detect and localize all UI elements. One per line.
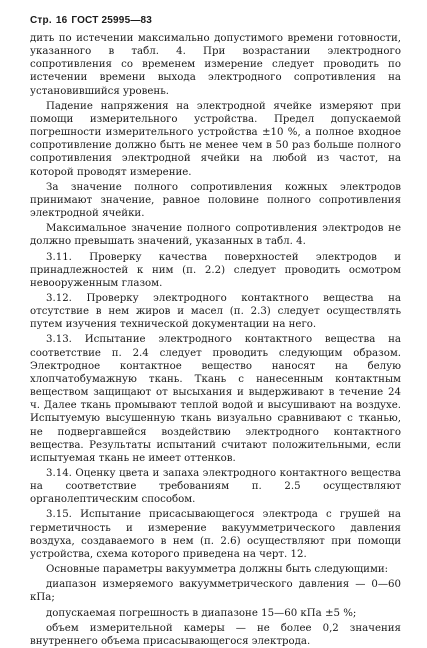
paragraph-tolerance: допускаемая погрешность в диапазоне 15—60 кПа ±5 %; xyxy=(46,607,357,619)
page-number: 16 xyxy=(55,15,68,26)
paragraph-3-13: 3.13. Испытание электродного контактного вещества на соответствие п. 2.4 следует проводить следующим образом. Электродное контактное вещество наносят на белую хлопчатобумажную ткань. Ткань с нанесенным контактным веществом защищают от высыхания и выдерживают в течение 24 ч. Далее ткань промывают теплой водой и высушивают на воздухе. Испытуемую высушенную ткань визуально сравнивают с тканью, не подвергавшейся воздействию электродного контактного вещества. Результаты испытаний считают положительными, если испытуемая ткань не имеет оттенков. xyxy=(30,334,401,464)
page-label: Стр. xyxy=(30,15,52,26)
paragraph-vacuum-params: Основные параметры вакуумметра должны быть следующими: xyxy=(46,564,389,576)
paragraph-pressure-range: диапазон измеряемого вакуумметрического давления — 0—60 кПа; xyxy=(30,579,401,604)
paragraph-continuation: дить по истечении максимально допустимого времени готовности, указанного в табл. 4. При возрастании электродного сопротивления со временем измерение следует проводить по истечении времени выхода электродного сопротивления на установившийся уровень. xyxy=(30,33,401,97)
running-head xyxy=(30,14,401,28)
paragraph-3-14: 3.14. Оценку цвета и запаха электродного контактного вещества на соответствие требованиям п. 2.5 осуществляют органолептическим способом. xyxy=(30,468,401,506)
standard-designation: ГОСТ 25995—83 xyxy=(71,15,153,26)
paragraph-impedance-value: За значение полного сопротивления кожных электродов принимают значение, равное половине полного сопротивления электродной ячейки. xyxy=(30,181,401,220)
paragraph-chamber-volume: объем измерительной камеры — не более 0,2 значения внутреннего объема присасывающегося электрода. xyxy=(30,622,401,647)
paragraph-3-11: 3.11. Проверку качества поверхностей электродов и принадлежностей к ним (п. 2.2) следует проводить осмотром невооруженным глазом. xyxy=(30,251,401,289)
paragraph-3-15: 3.15. Испытание присасывающегося электрода с грушей на герметичность и измерение вакуумметрического давления воздуха, создаваемого в нем (п. 2.6) осуществляют при помощи устройства, схема которого приведена на черт. 12. xyxy=(30,509,401,560)
paragraph-3-12: 3.12. Проверку электродного контактного вещества на отсутствие в нем жиров и масел (п. 2.3) следует осуществлять путем изучения технической документации на него. xyxy=(30,292,401,331)
paragraph-voltage-drop: Падение напряжения на электродной ячейке измеряют при помощи измерительного устройства. Предел допускаемой погрешности измерительного устройства ±10 %, а полное входное сопротивление должно быть не менее чем в 50 раз больше полного сопротивления электродной ячейки на любой из частот, на которой проводят измерение. xyxy=(30,100,401,178)
body-text xyxy=(30,32,401,648)
paragraph-max-impedance: Максимальное значение полного сопротивления электродов не должно превышать значений, указанных в табл. 4. xyxy=(30,223,401,248)
